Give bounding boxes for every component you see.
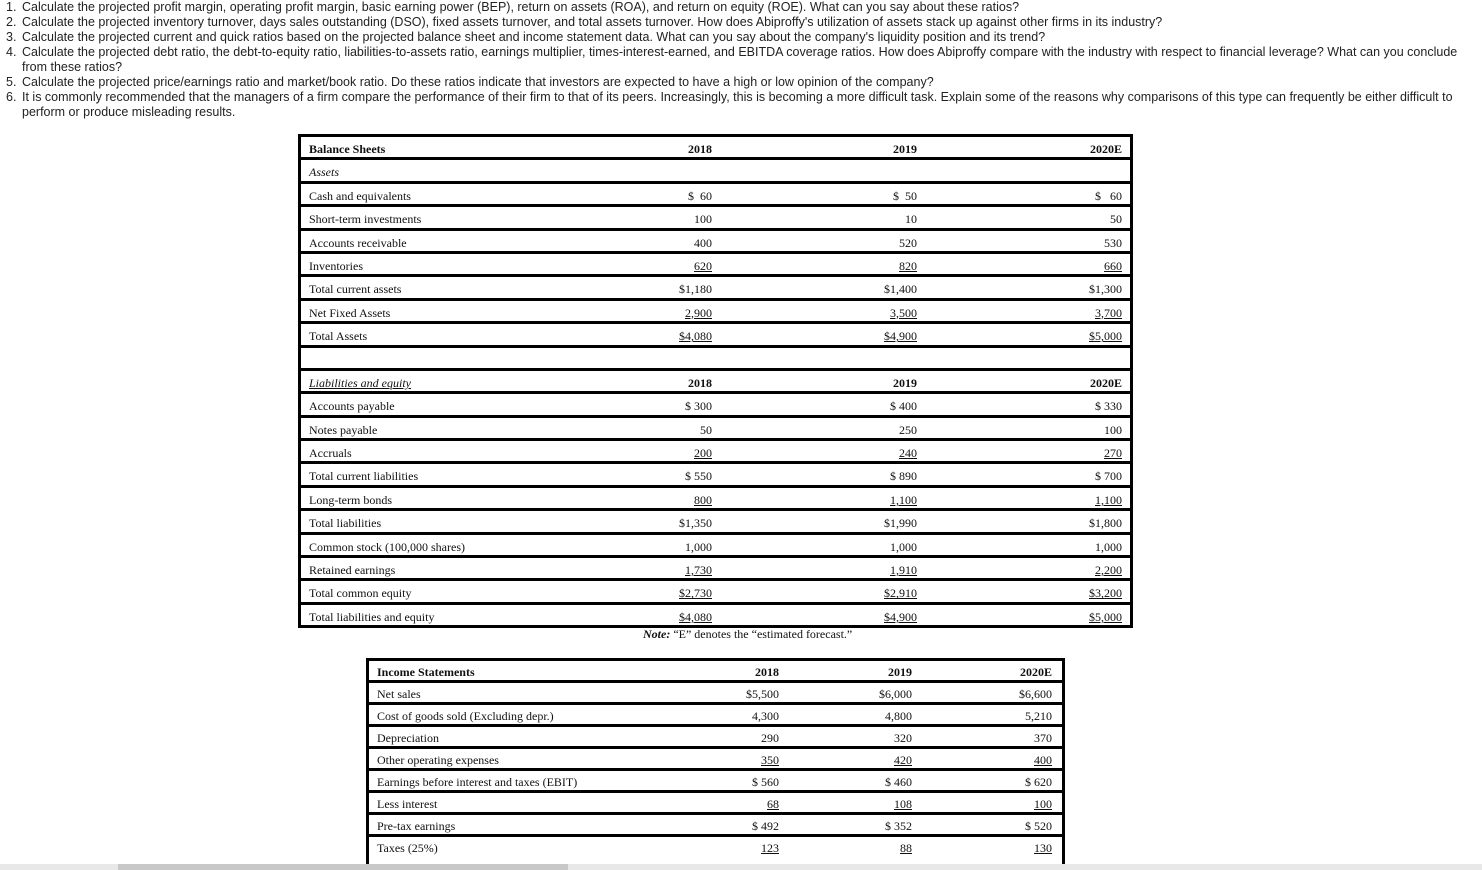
cell-value: 350: [761, 753, 779, 767]
question-item: [6, 45, 1466, 75]
question-list: [6, 0, 1466, 120]
cell-value: 108: [894, 797, 912, 811]
row-label: Less interest: [377, 797, 438, 811]
cell-value: $4,900: [884, 609, 917, 624]
cell-value: 2019: [893, 142, 917, 156]
question-item: [6, 15, 1466, 30]
row-label: Cost of goods sold (Excluding depr.): [377, 709, 554, 723]
question-text: Calculate the projected debt ratio, the debt-to-equity ratio, liabilities-to-assets ratio, earnings multiplier, times-interest-earned, and EBITDA coverage ratios. How does Abiproffy compare with the industry with respect to financial leverage? What can you conclude from these ratios?: [22, 45, 1458, 74]
cell-value: $ 620: [1025, 775, 1052, 789]
row-label: Common stock (100,000 shares): [309, 539, 465, 554]
cell-value: 130: [1034, 841, 1052, 855]
cell-value: 2,200: [1095, 563, 1122, 578]
header-row: [369, 661, 1062, 683]
cell-value: 100: [1034, 797, 1052, 811]
cell-value: $1,400: [884, 282, 917, 297]
row-label: Total liabilities: [309, 516, 382, 531]
table-row: [369, 705, 1062, 727]
table-row: [369, 815, 1062, 837]
question-item: [6, 30, 1466, 45]
cell-value: 123: [761, 841, 779, 855]
cell-value: 100: [1104, 422, 1122, 437]
row-label: Net Fixed Assets: [309, 305, 391, 320]
header-row: [301, 137, 1130, 160]
section-label: Liabilities and equity: [309, 375, 411, 390]
scrollbar-thumb[interactable]: [118, 864, 568, 870]
cell-value: 320: [894, 731, 912, 745]
cell-value: $1,990: [884, 516, 917, 531]
question-number: 5.: [6, 75, 17, 89]
cell-value: 10: [905, 212, 917, 227]
cell-value: 2018: [688, 375, 712, 390]
table-row: [301, 184, 1130, 207]
cell-value: 1,000: [685, 539, 712, 554]
question-number: 2.: [6, 15, 17, 29]
question-number: 4.: [6, 45, 17, 59]
cell-value: $ 330: [1095, 399, 1122, 414]
cell-value: $4,080: [679, 329, 712, 344]
cell-value: 1,910: [890, 563, 917, 578]
spacer-row: [301, 348, 1130, 371]
cell-value: 2018: [688, 142, 712, 156]
table-row: [301, 511, 1130, 534]
balance-sheet-table: [298, 134, 1133, 628]
table-row: [301, 441, 1130, 464]
cell-value: $ 400: [890, 399, 917, 414]
cell-value: $ 700: [1095, 469, 1122, 484]
cell-value: 3,500: [890, 305, 917, 320]
table-row: [301, 394, 1130, 417]
question-number: 6.: [6, 90, 17, 104]
cell-value: $4,900: [884, 329, 917, 344]
cell-value: $2,910: [884, 586, 917, 601]
table-row: [369, 793, 1062, 815]
cell-value: 1,100: [890, 492, 917, 507]
cell-value: 520: [899, 235, 917, 250]
note-label: Note:: [643, 627, 671, 641]
row-label: Accounts receivable: [309, 235, 407, 250]
question-text: Calculate the projected inventory turnover, days sales outstanding (DSO), fixed assets turnover, and total assets turnover. How does Abiproffy's utilization of assets stack up against other firms in its industry?: [22, 15, 1163, 29]
cell-value: $1,300: [1089, 282, 1122, 297]
question-text: Calculate the projected current and quick ratios based on the projected balance sheet and income statement data. What can you say about the company's liquidity position and its trend?: [22, 30, 1046, 44]
row-label: Total common equity: [309, 586, 412, 601]
cell-value: 2019: [888, 665, 912, 679]
table-row: [369, 749, 1062, 771]
cell-value: $3,200: [1089, 586, 1122, 601]
cell-value: 240: [899, 446, 917, 461]
header-row: [301, 371, 1130, 394]
table-note: [643, 627, 852, 642]
cell-value: 290: [761, 731, 779, 745]
row-label: Earnings before interest and taxes (EBIT): [377, 775, 578, 789]
cell-value: 68: [767, 797, 779, 811]
cell-value: $1,800: [1089, 516, 1122, 531]
table-row: [301, 488, 1130, 511]
question-item: [6, 75, 1466, 90]
question-number: 1.: [6, 0, 17, 14]
cell-value: 1,730: [685, 563, 712, 578]
cell-value: 270: [1104, 446, 1122, 461]
table-row: [301, 558, 1130, 581]
cell-value: 4,300: [752, 709, 779, 723]
section-row: [301, 160, 1130, 183]
table-row: [369, 683, 1062, 705]
cell-value: $ 492: [752, 819, 779, 833]
cell-value: 620: [694, 258, 712, 273]
table-row: [301, 324, 1130, 347]
cell-value: 1,100: [1095, 492, 1122, 507]
cell-value: $4,080: [679, 609, 712, 624]
question-item: [6, 90, 1466, 120]
cell-value: 100: [694, 212, 712, 227]
cell-value: $5,000: [1089, 329, 1122, 344]
cell-value: 1,000: [890, 539, 917, 554]
cell-value: 2020E: [1019, 665, 1052, 679]
row-label: Depreciation: [377, 731, 439, 745]
cell-value: $ 50: [893, 188, 917, 203]
table-row: [369, 837, 1062, 859]
row-label: Other operating expenses: [377, 753, 499, 767]
table-title: Balance Sheets: [309, 142, 386, 156]
table-row: [301, 581, 1130, 604]
row-label: Total liabilities and equity: [309, 609, 435, 624]
cell-value: $5,500: [746, 687, 779, 701]
row-label: Total current liabilities: [309, 469, 419, 484]
row-label: Net sales: [377, 687, 421, 701]
question-text: It is commonly recommended that the managers of a firm compare the performance of their firm to that of its peers. Increasingly, this is becoming a more difficult task. Explain some of the reasons why comparisons of this type can frequently be either difficult to perform or produce misleading results.: [22, 90, 1453, 119]
cell-value: 88: [900, 841, 912, 855]
cell-value: 800: [694, 492, 712, 507]
table-row: [301, 254, 1130, 277]
cell-value: $6,600: [1019, 687, 1052, 701]
question-text: Calculate the projected profit margin, operating profit margin, basic earning power (BEP), return on assets (ROA), and return on equity (ROE). What can you say about these ratios?: [22, 0, 1020, 14]
question-number: 3.: [6, 30, 17, 44]
cell-value: 820: [899, 258, 917, 273]
row-label: Accounts payable: [309, 399, 395, 414]
horizontal-scrollbar[interactable]: [0, 864, 1482, 870]
cell-value: $ 352: [885, 819, 912, 833]
cell-value: $ 520: [1025, 819, 1052, 833]
cell-value: 2020E: [1089, 375, 1122, 390]
table-row: [369, 727, 1062, 749]
row-label: Accruals: [309, 446, 352, 461]
cell-value: 1,000: [1095, 539, 1122, 554]
income-statement-table: [366, 658, 1065, 870]
table-title: Income Statements: [377, 665, 475, 679]
cell-value: 50: [700, 422, 712, 437]
cell-value: $5,000: [1089, 609, 1122, 624]
row-label: Total current assets: [309, 282, 402, 297]
table-row: [301, 464, 1130, 487]
cell-value: $6,000: [879, 687, 912, 701]
cell-value: 370: [1034, 731, 1052, 745]
question-item: [6, 0, 1466, 15]
row-label: Inventories: [309, 258, 363, 273]
cell-value: 250: [899, 422, 917, 437]
table-row: [301, 207, 1130, 230]
row-label: Taxes (25%): [377, 841, 438, 855]
cell-value: 530: [1104, 235, 1122, 250]
cell-value: $2,730: [679, 586, 712, 601]
cell-value: $ 890: [890, 469, 917, 484]
question-text: Calculate the projected price/earnings ratio and market/book ratio. Do these ratios indicate that investors are expected to have a high or low opinion of the company?: [22, 75, 934, 89]
cell-value: 400: [1034, 753, 1052, 767]
table-row: [301, 418, 1130, 441]
row-label: Total Assets: [309, 329, 368, 344]
row-label: Pre-tax earnings: [377, 819, 456, 833]
cell-value: 50: [1110, 212, 1122, 227]
table-row: [369, 771, 1062, 793]
note-text: “E” denotes the “estimated forecast.”: [673, 627, 853, 641]
table-row: [301, 277, 1130, 300]
cell-value: $ 460: [885, 775, 912, 789]
cell-value: $ 60: [688, 188, 712, 203]
cell-value: $ 560: [752, 775, 779, 789]
section-label: Assets: [309, 165, 339, 180]
cell-value: $1,350: [679, 516, 712, 531]
cell-value: 660: [1104, 258, 1122, 273]
cell-value: 420: [894, 753, 912, 767]
row-label: Notes payable: [309, 422, 378, 437]
cell-value: $ 300: [685, 399, 712, 414]
cell-value: 2020E: [1089, 142, 1122, 156]
cell-value: 3,700: [1095, 305, 1122, 320]
table-row: [301, 535, 1130, 558]
row-label: Cash and equivalents: [309, 188, 411, 203]
row-label: Long-term bonds: [309, 492, 392, 507]
cell-value: 2,900: [685, 305, 712, 320]
cell-value: $ 550: [685, 469, 712, 484]
cell-value: 4,800: [885, 709, 912, 723]
table-row: [301, 301, 1130, 324]
cell-value: 5,210: [1025, 709, 1052, 723]
cell-value: 2019: [893, 375, 917, 390]
cell-value: 200: [694, 446, 712, 461]
cell-value: 400: [694, 235, 712, 250]
cell-value: $1,180: [679, 282, 712, 297]
table-row: [301, 605, 1130, 628]
row-label: Retained earnings: [309, 563, 396, 578]
cell-value: 2018: [755, 665, 779, 679]
row-label: Short-term investments: [309, 212, 422, 227]
table-row: [301, 231, 1130, 254]
cell-value: $ 60: [1095, 188, 1122, 203]
